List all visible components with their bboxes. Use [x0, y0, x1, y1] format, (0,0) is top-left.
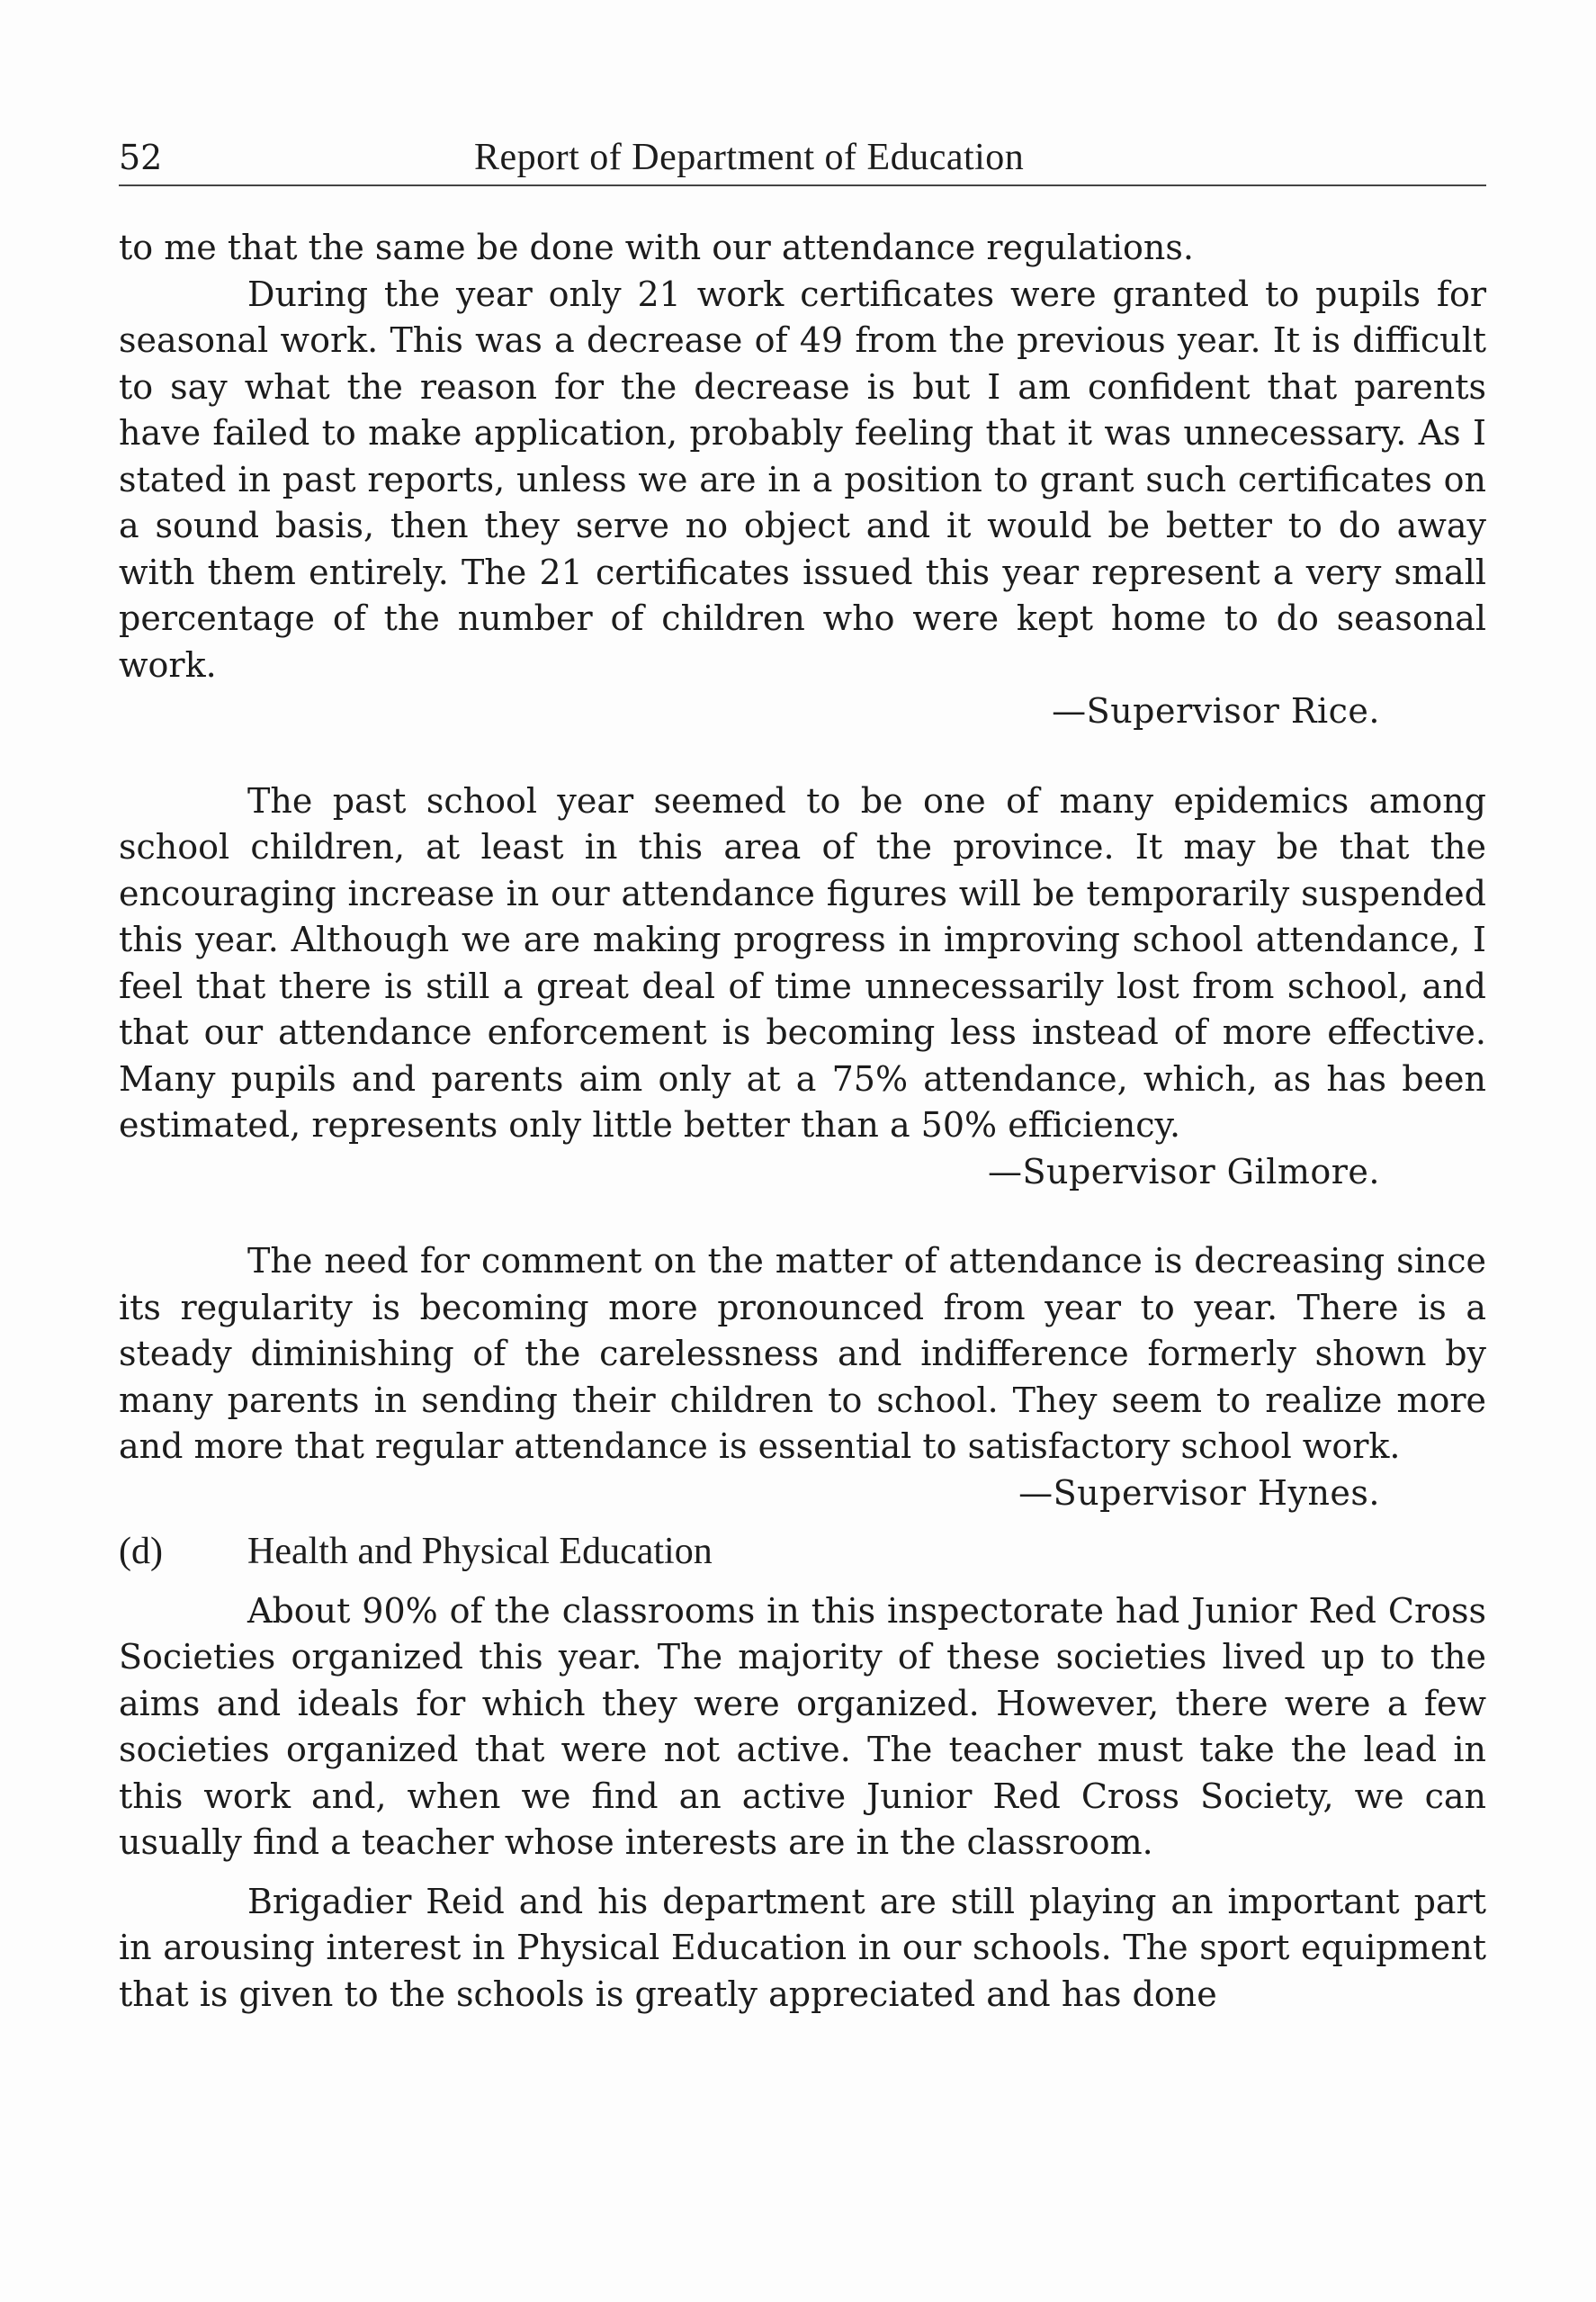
page-number: 52 [119, 138, 163, 177]
spacer [119, 1516, 1486, 1529]
signature-rice: —Supervisor Rice. [1052, 691, 1380, 731]
signature-hynes: —Supervisor Hynes. [1018, 1472, 1380, 1513]
page-header [119, 135, 1486, 189]
spacer [119, 1195, 1486, 1238]
paragraph: The need for comment on the matter of attendance is decreasing since its regularity is becoming more pronounced from year to year. There is a steady diminishing of the carelessness and indifference formerly shown by many parents in sending their children to school. They seem to realize more and more that regular attendance is essential to satisfactory school work. [119, 1241, 1486, 1466]
spacer [119, 735, 1486, 778]
running-title: Report of Department of Education [474, 137, 1025, 178]
page-body [119, 225, 1486, 2018]
paragraph: About 90% of the classrooms in this inspectorate had Junior Red Cross Societies organized this year. The majority of these societies lived up to the aims and ideals for which they were organized. However, there were a few societies organized that were not active. The teacher must take the lead in this work and, when we find an active Junior Red Cross Society, we can usually find a teacher whose interests are in the classroom. [119, 1590, 1486, 1862]
paragraph: During the year only 21 work certificates were granted to pupils for seasonal work. This was a decrease of 49 from the previous year. It is difficult to say what the reason for the decrease is but I am confident that parents have failed to make application, probably feeling that it was unnecessary. As I stated in past reports, unless we are in a position to grant such certificates on a sound basis, then they serve no object and it would be better to do away with them entirely. The 21 certificates issued this year represent a very small percentage of the number of children who were kept home to do seasonal work. [119, 274, 1486, 685]
paragraph: The past school year seemed to be one of many epidemics among school children, at least in this area of the province. It may be that the encouraging increase in our attendance figures will be temporarily suspended this year. Although we are making progress in improving school attendance, I feel that there is still a great deal of time unnecessarily lost from school, and that our attendance enforcement is becoming less instead of more effective. Many pupils and parents aim only at a 75% attendance, which, as has been estimated, represents only little better than a 50% efficiency. [119, 780, 1486, 1145]
section-title: Health and Physical Education [247, 1531, 713, 1572]
section-label: (d) [119, 1531, 163, 1572]
spacer [119, 1576, 1486, 1588]
paragraph: Brigadier Reid and his department are still playing an important part in arousing interest in Physical Education in our schools. The sport equipment that is given to the schools is greatly appreciated and has done [119, 1881, 1486, 2014]
paragraph: to me that the same be done with our attendance regulations. [119, 228, 1194, 267]
spacer [119, 1866, 1486, 1879]
header-rule [119, 184, 1486, 186]
signature-gilmore: —Supervisor Gilmore. [987, 1151, 1380, 1191]
section-heading [119, 1529, 1486, 1576]
